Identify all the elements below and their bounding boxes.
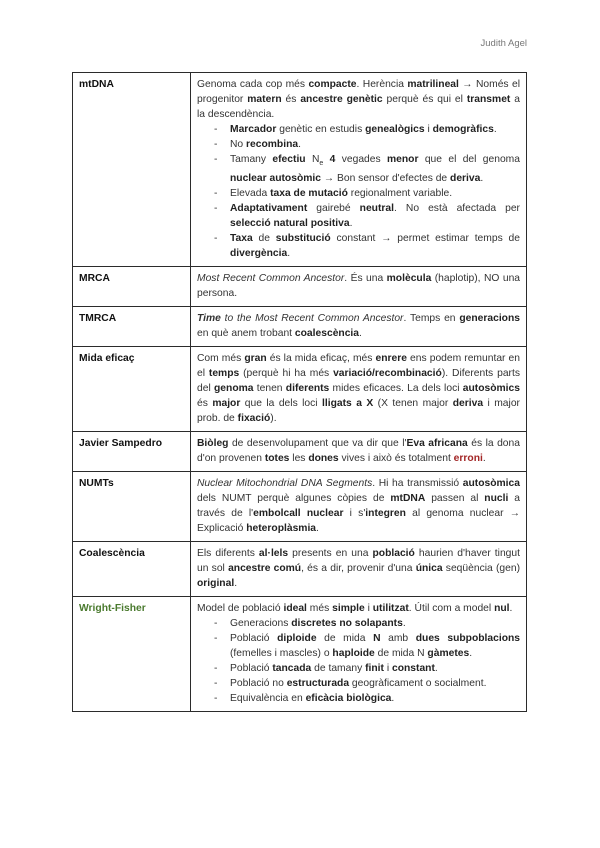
bullet-list (197, 616, 520, 706)
definition-cell: Nuclear Mitochondrial DNA Segments. Hi ha transmissió autosòmica dels NUMT perquè algunes còpies de mtDNA passen al nucli a través de l'embolcall nuclear i s'integren al genoma nuclear → Explicació heteroplàsmia. (191, 472, 527, 542)
list-item: - Equivalència en eficàcia biològica. (230, 691, 520, 706)
definition-intro: Genoma cada cop més compacte. Herència matrilineal → Només el progenitor matern és ancestre genètic perquè és qui el transmet a la descendència. (197, 79, 520, 120)
list-item: - Elevada taxa de mutació regionalment variable. (230, 186, 520, 201)
definition-cell: Com més gran és la mida eficaç, més enrere ens podem remuntar en el temps (perquè hi ha més variació/recombinació). Diferents parts del genoma tenen diferents mides eficaces. La dels loci autosòmics és major que la dels loci lligats a X (X tenen major deriva i major prob. de fixació). (191, 347, 527, 432)
list-item: - Població diploide de mida N amb dues subpoblacions (femelles i mascles) o haploide de mida N gàmetes. (230, 631, 520, 661)
table-row (73, 307, 527, 347)
definition-intro: Model de població ideal més simple i utilitzat. Útil com a model nul. (197, 603, 513, 615)
definition-cell: Most Recent Common Ancestor. És una molècula (haplotip), NO una persona. (191, 267, 527, 307)
term-cell: Javier Sampedro (73, 432, 191, 472)
term-cell: NUMTs (73, 472, 191, 542)
table-row (73, 472, 527, 542)
page-header-author: Judith Agel (480, 38, 527, 49)
definition-cell (191, 73, 527, 267)
table-row (73, 347, 527, 432)
highlight-erroni: erroni (453, 453, 483, 465)
term-cell: Coalescència (73, 542, 191, 597)
list-item: - Tamany efectiu $N_e$ 4 vegades menor que el del genoma nuclear autosòmic → Bon sensor d'efectes de deriva. (230, 152, 520, 186)
list-item: - Població tancada de tamany finit i constant. (230, 661, 520, 676)
list-item: - No recombina. (230, 137, 520, 152)
table-row (73, 267, 527, 307)
list-item: - Adaptativament gairebé neutral. No està afectada per selecció natural positiva. (230, 201, 520, 231)
list-item: - Marcador genètic en estudis genealògics i demogràfics. (230, 122, 520, 137)
definition-cell: Els diferents al·lels presents en una població haurien d'haver tingut un sol ancestre comú, és a dir, provenir d'una única seqüència (gen) original. (191, 542, 527, 597)
list-item: - Taxa de substitució constant → permet estimar temps de divergència. (230, 231, 520, 261)
bullet-list (197, 122, 520, 261)
table-row (73, 542, 527, 597)
term-cell: MRCA (73, 267, 191, 307)
list-item: - Generacions discretes no solapants. (230, 616, 520, 631)
term-cell: mtDNA (73, 73, 191, 267)
definition-cell: Biòleg de desenvolupament que va dir que l'Eva africana és la dona d'on provenen totes les dones vives i això és totalment erroni. (191, 432, 527, 472)
glossary-table (72, 72, 527, 712)
table-row (73, 73, 527, 267)
table-row (73, 432, 527, 472)
definition-cell (191, 597, 527, 712)
term-cell: TMRCA (73, 307, 191, 347)
list-item: - Població no estructurada geogràficament o socialment. (230, 676, 520, 691)
table-row (73, 597, 527, 712)
definition-cell: Time to the Most Recent Common Ancestor. Temps en generacions en què anem trobant coalescència. (191, 307, 527, 347)
term-cell: Wright-Fisher (73, 597, 191, 712)
term-cell: Mida eficaç (73, 347, 191, 432)
